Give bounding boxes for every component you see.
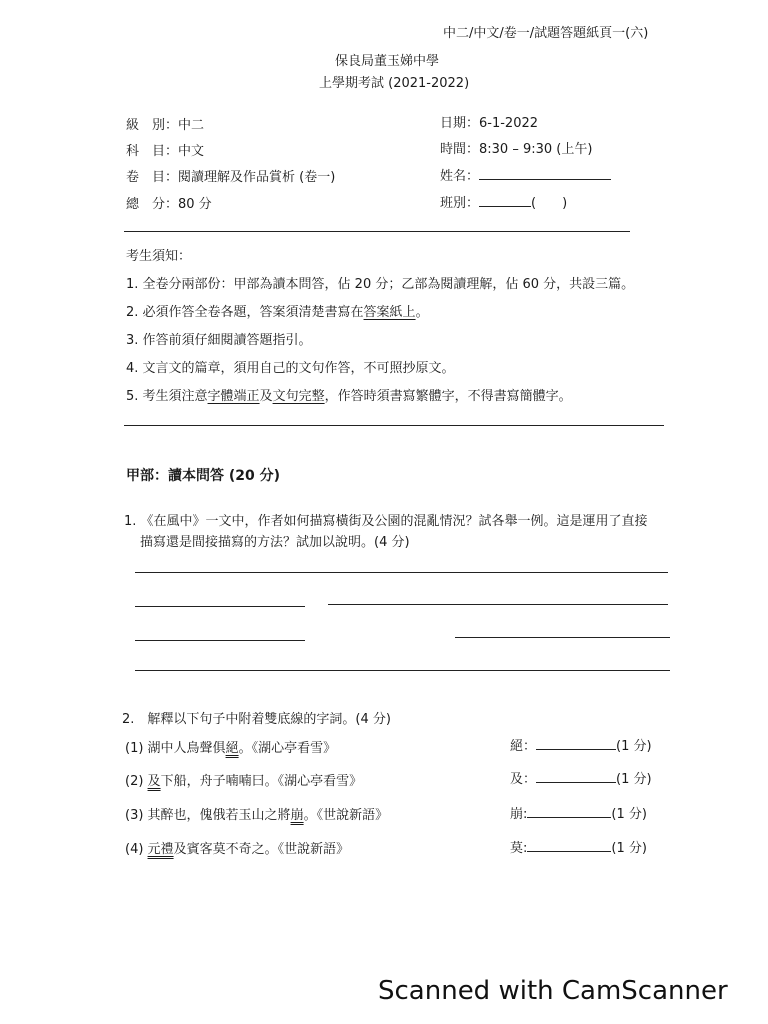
q2-answer-1	[510, 735, 652, 754]
q2-item-3-word: 崩	[290, 808, 304, 823]
q2-answer-4-mark: (1 分)	[611, 841, 647, 856]
info-time: 時間：8:30 – 9:30 (上午)	[440, 142, 593, 157]
answer-line	[135, 640, 305, 641]
q2-answer-4	[510, 837, 647, 856]
q2-answer-3-mark: (1 分)	[611, 807, 647, 822]
info-grade: 級 別：中二	[126, 118, 205, 133]
note-5-underlined-2: 文句完整	[272, 389, 325, 404]
answer-line	[135, 572, 668, 573]
note-1: 1. 全卷分兩部份：甲部為讀本問答，佔 20 分；乙部為閱讀理解，佔 60 分，共設三篇。	[126, 277, 635, 292]
question-1-line-1: 1. 《在風中》一文中，作者如何描寫橫街及公園的混亂情況？試各舉一例。這是運用了直接	[124, 514, 648, 529]
q2-item-4	[125, 838, 349, 857]
answer-line	[328, 604, 668, 605]
notes-title: 考生須知：	[126, 249, 192, 264]
q2-item-1-pre: (1) 湖中人鳥聲俱	[125, 741, 226, 756]
note-5-mid: 及	[259, 389, 273, 404]
q2-answer-1-label: 絕：	[510, 739, 537, 754]
school-name: 保良局董玉娣中學	[335, 54, 440, 69]
q2-item-1	[125, 737, 336, 756]
q2-answer-1-mark: (1 分)	[616, 739, 652, 754]
note-2-underlined: 答案紙上	[363, 305, 416, 320]
q2-answer-3-blank	[527, 805, 611, 818]
camscanner-watermark: Scanned with CamScanner	[378, 976, 728, 1006]
q2-answer-3-label: 崩:	[510, 807, 528, 822]
name-label: 姓名：	[440, 169, 480, 184]
q2-item-4-post: 及賓客莫不奇之。《世說新語》	[173, 842, 350, 857]
q2-item-4-word: 元禮	[147, 842, 174, 857]
q2-answer-2-blank	[536, 770, 616, 783]
answer-line	[135, 670, 670, 671]
note-2-end: 。	[415, 305, 429, 320]
q2-answer-4-label: 莫:	[510, 841, 528, 856]
q2-answer-2-label: 及：	[510, 772, 537, 787]
note-3: 3. 作答前須仔細閱讀答題指引。	[126, 333, 312, 348]
info-date: 日期：6-1-2022	[440, 116, 539, 131]
name-blank	[479, 167, 611, 180]
class-field	[440, 192, 567, 211]
name-field	[440, 165, 611, 184]
q2-item-2-pre: (2)	[125, 774, 148, 789]
info-marks: 總 分：80 分	[126, 197, 212, 212]
info-subject: 科 目：中文	[126, 144, 205, 159]
page-reference: 中二/中文/卷一/試題答題紙頁一(六)	[443, 26, 649, 41]
q2-answer-3	[510, 803, 647, 822]
question-1-line-2: 描寫還是間接描寫的方法？試加以說明。(4 分)	[140, 535, 410, 550]
q2-item-4-pre: (4)	[125, 842, 148, 857]
q2-item-3-pre: (3) 其醉也，傀俄若玉山之將	[125, 808, 291, 823]
note-5-text: 5. 考生須注意	[126, 389, 208, 404]
exam-title: 上學期考試 (2021-2022)	[319, 76, 470, 91]
note-2	[126, 301, 429, 320]
info-paper: 卷 目：閱讀理解及作品賞析 (卷一)	[126, 170, 336, 185]
section-a-title: 甲部：讀本問答 (20 分)	[126, 468, 281, 484]
q2-answer-2	[510, 768, 652, 787]
class-blank	[479, 194, 531, 207]
note-5-end: ，作答時須書寫繁體字，不得書寫簡體字。	[324, 389, 572, 404]
q2-item-2-post: 下船，舟子喃喃曰。《湖心亭看雪》	[160, 774, 363, 789]
q2-item-2	[125, 770, 362, 789]
question-2-title: 2. 解釋以下句子中附着雙底線的字詞。(4 分)	[122, 712, 391, 727]
class-label: 班別：	[440, 196, 480, 211]
note-4: 4. 文言文的篇章，須用自己的文句作答，不可照抄原文。	[126, 361, 455, 376]
q2-answer-2-mark: (1 分)	[616, 772, 652, 787]
answer-line	[135, 606, 305, 607]
note-2-text: 2. 必須作答全卷各題，答案須清楚書寫在	[126, 305, 364, 320]
q2-item-1-word: 絕	[225, 741, 239, 756]
note-5	[126, 385, 572, 404]
divider-top	[124, 231, 630, 232]
answer-line	[455, 637, 670, 638]
q2-answer-4-blank	[527, 839, 611, 852]
q2-item-2-word: 及	[147, 774, 161, 789]
q2-item-3-post: 。《世說新語》	[303, 808, 389, 823]
class-number-paren: ( )	[531, 196, 568, 211]
note-5-underlined-1: 字體端正	[207, 389, 260, 404]
divider-notes	[124, 425, 664, 426]
q2-item-1-post: 。《湖心亭看雪》	[238, 741, 337, 756]
q2-item-3	[125, 804, 388, 823]
q2-answer-1-blank	[536, 737, 616, 750]
